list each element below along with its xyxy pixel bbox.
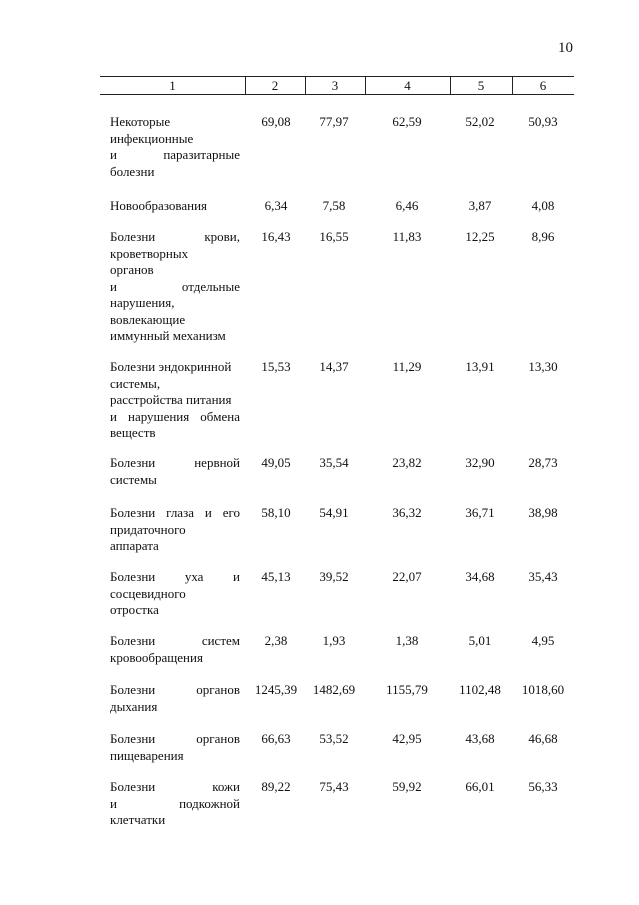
cell-value-col-3: 14,37	[319, 359, 349, 374]
cell-value-col-6: 1018,60	[521, 682, 565, 697]
cell-value-col-4: 23,82	[392, 455, 422, 470]
row-label-line: Новообразования	[110, 198, 208, 213]
cell-value-col-2: 1245,39	[254, 682, 298, 697]
row-label-line: болезни	[110, 163, 155, 179]
cell-value-col-2: 6,34	[264, 198, 288, 213]
cell-value-col-2: 66,63	[261, 731, 291, 746]
cell-value-col-4: 59,92	[392, 779, 422, 794]
cell-value-col-6: 4,95	[531, 633, 555, 648]
row-label-line: Болезни глаза и его	[110, 505, 240, 520]
header-cell-5: 5	[477, 78, 485, 93]
cell-value-col-3: 54,91	[319, 505, 349, 520]
header-divider	[450, 77, 451, 94]
table-header	[100, 76, 574, 95]
cell-value-col-5: 13,91	[465, 359, 495, 374]
row-label	[110, 229, 240, 345]
cell-value-col-6: 56,33	[528, 779, 558, 794]
row-label	[110, 779, 240, 829]
row-label-line: Болезни уха и	[110, 569, 240, 584]
row-label-line: веществ	[110, 425, 156, 440]
cell-value-col-6: 13,30	[528, 359, 558, 374]
cell-value-col-6: 28,73	[528, 455, 558, 470]
header-divider	[365, 77, 366, 94]
row-label	[110, 505, 240, 555]
row-label	[110, 114, 240, 180]
cell-value-col-2: 15,53	[261, 359, 291, 374]
cell-value-col-3: 1,93	[322, 633, 346, 648]
cell-value-col-3: 53,52	[319, 731, 349, 746]
row-label-line: и нарушения обмена	[110, 408, 240, 424]
cell-value-col-5: 5,01	[468, 633, 492, 648]
cell-value-col-6: 8,96	[531, 229, 555, 244]
cell-value-col-4: 1,38	[395, 633, 419, 648]
row-label-line: кроветворных	[110, 245, 189, 261]
cell-value-col-5: 32,90	[465, 455, 495, 470]
cell-value-col-3: 77,97	[319, 114, 349, 129]
row-label-line: и паразитарные	[110, 147, 240, 162]
cell-value-col-6: 35,43	[528, 569, 558, 584]
row-label	[110, 569, 240, 619]
row-label	[110, 633, 240, 666]
row-label-line: дыхания	[110, 698, 158, 714]
row-label-line: расстройства питания	[110, 392, 232, 407]
row-label	[110, 359, 240, 442]
cell-value-col-5: 52,02	[465, 114, 495, 129]
row-label-line: иммунный механизм	[110, 328, 226, 343]
header-cell-3: 3	[331, 78, 339, 93]
header-divider	[305, 77, 306, 94]
row-label	[110, 731, 240, 764]
cell-value-col-6: 46,68	[528, 731, 558, 746]
row-label-line: Болезни систем	[110, 633, 240, 648]
row-label-line: Болезни нервной	[110, 455, 240, 470]
row-label-line: Болезни эндокринной	[110, 359, 232, 374]
cell-value-col-3: 16,55	[319, 229, 349, 244]
cell-value-col-4: 36,32	[392, 505, 422, 520]
header-cell-4: 4	[404, 78, 411, 93]
row-label-line: Болезни крови,	[110, 229, 240, 244]
cell-value-col-4: 62,59	[392, 114, 422, 129]
row-label-line: и подкожной	[110, 795, 240, 811]
cell-value-col-2: 45,13	[261, 569, 291, 584]
cell-value-col-5: 36,71	[465, 505, 495, 520]
cell-value-col-4: 11,29	[392, 359, 422, 374]
cell-value-col-4: 22,07	[392, 569, 422, 584]
cell-value-col-4: 11,83	[392, 229, 422, 244]
cell-value-col-5: 3,87	[468, 198, 492, 213]
row-label-line: вовлекающие	[110, 311, 186, 327]
cell-value-col-2: 69,08	[261, 114, 291, 129]
row-label	[110, 198, 240, 215]
cell-value-col-3: 1482,69	[312, 682, 356, 697]
cell-value-col-4: 1155,79	[386, 682, 428, 697]
header-divider	[512, 77, 513, 94]
cell-value-col-6: 38,98	[528, 505, 558, 520]
row-label	[110, 455, 240, 488]
cell-value-col-2: 89,22	[261, 779, 291, 794]
row-label-line: кровообращения	[110, 649, 203, 665]
row-label-line: органов	[110, 262, 154, 277]
row-label-line: системы	[110, 471, 157, 487]
row-label-line: и отдельные	[110, 278, 240, 294]
row-label-line: нарушения,	[110, 295, 175, 310]
header-cell-6: 6	[539, 78, 547, 93]
row-label-line: Болезни органов	[110, 682, 240, 697]
header-cell-1: 1	[169, 78, 176, 93]
row-label-line: сосцевидного	[110, 585, 186, 601]
row-label-line: Болезни органов	[110, 731, 240, 746]
cell-value-col-6: 4,08	[531, 198, 555, 213]
cell-value-col-4: 6,46	[395, 198, 419, 213]
row-label-line: клетчатки	[110, 812, 166, 827]
row-label-line: придаточного	[110, 521, 186, 537]
cell-value-col-5: 1102,48	[459, 682, 501, 697]
cell-value-col-2: 2,38	[264, 633, 288, 648]
row-label	[110, 682, 240, 715]
cell-value-col-4: 42,95	[392, 731, 422, 746]
header-divider	[245, 77, 246, 94]
cell-value-col-5: 66,01	[465, 779, 495, 794]
row-label-line: аппарата	[110, 538, 159, 553]
cell-value-col-5: 12,25	[465, 229, 495, 244]
row-label-line: Некоторые	[110, 114, 171, 129]
row-label-line: Болезни кожи	[110, 779, 240, 794]
cell-value-col-3: 75,43	[319, 779, 349, 794]
row-label-line: системы,	[110, 375, 161, 391]
cell-value-col-5: 43,68	[465, 731, 495, 746]
cell-value-col-3: 39,52	[319, 569, 349, 584]
cell-value-col-6: 50,93	[528, 114, 558, 129]
cell-value-col-3: 35,54	[319, 455, 349, 470]
row-label-line: инфекционные	[110, 130, 194, 146]
cell-value-col-2: 49,05	[261, 455, 291, 470]
cell-value-col-3: 7,58	[322, 198, 346, 213]
row-label-line: пищеварения	[110, 747, 184, 763]
cell-value-col-5: 34,68	[465, 569, 495, 584]
header-cell-2: 2	[271, 78, 279, 93]
page-number: 10	[558, 40, 573, 56]
cell-value-col-2: 16,43	[261, 229, 291, 244]
row-label-line: отростка	[110, 602, 159, 617]
cell-value-col-2: 58,10	[261, 505, 291, 520]
